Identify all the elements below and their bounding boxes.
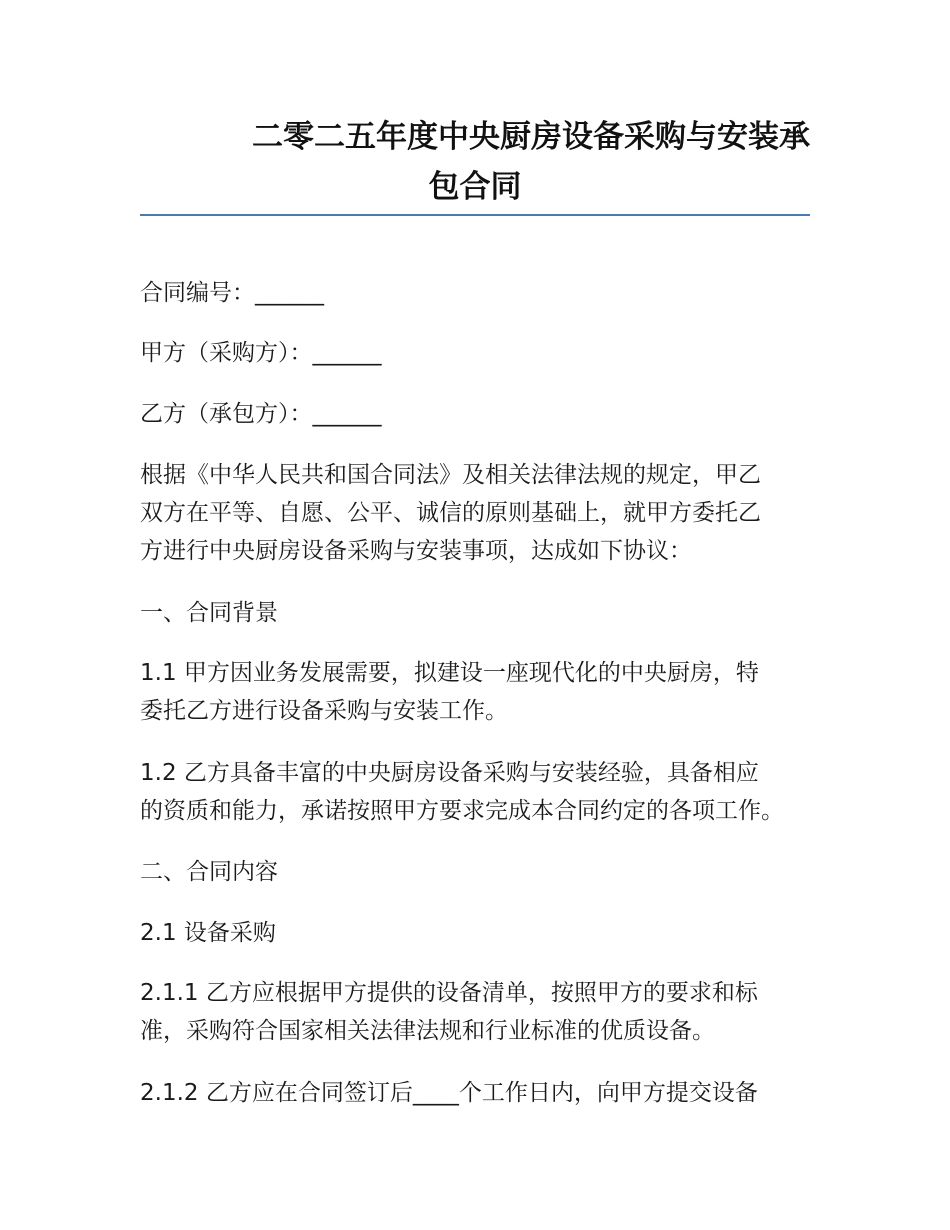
clause-line: 准，采购符合国家相关法律法规和行业标准的优质设备。	[140, 1018, 715, 1044]
clause-2-1-1	[140, 974, 820, 1050]
clause-line: 1.1 甲方因业务发展需要，拟建设一座现代化的中央厨房，特	[140, 660, 759, 686]
clause-line: 委托乙方进行设备采购与安装工作。	[140, 698, 508, 724]
clause-1-1	[140, 654, 820, 730]
title-line-2: 包合同	[428, 169, 522, 205]
section-2-heading: 二、合同内容	[140, 859, 278, 885]
preamble-line: 方进行中央厨房设备采购与安装事项，达成如下协议：	[140, 538, 692, 564]
clause-1-2	[140, 754, 820, 830]
clause-line: 2.1.2 乙方应在合同签订后____个工作日内，向甲方提交设备	[140, 1080, 758, 1106]
contract-number-field: 合同编号：______	[140, 280, 324, 306]
party-b-field: 乙方（承包方）：______	[140, 401, 382, 427]
preamble-line: 双方在平等、自愿、公平、诚信的原则基础上，就甲方委托乙	[140, 500, 761, 526]
title-divider	[140, 214, 810, 216]
preamble-line: 根据《中华人民共和国合同法》及相关法律法规的规定，甲乙	[140, 462, 761, 488]
clause-2-1: 2.1 设备采购	[140, 920, 276, 946]
clause-line: 2.1.1 乙方应根据甲方提供的设备清单，按照甲方的要求和标	[140, 980, 758, 1006]
section-1-heading: 一、合同背景	[140, 600, 278, 626]
contract-title	[140, 112, 810, 212]
title-line-1: 二零二五年度中央厨房设备采购与安装承	[252, 119, 810, 155]
party-a-field: 甲方（采购方）：______	[140, 340, 382, 366]
clause-line: 的资质和能力，承诺按照甲方要求完成本合同约定的各项工作。	[140, 798, 784, 824]
preamble-paragraph	[140, 456, 820, 570]
clause-2-1-2	[140, 1074, 820, 1112]
clause-line: 1.2 乙方具备丰富的中央厨房设备采购与安装经验，具备相应	[140, 760, 759, 786]
